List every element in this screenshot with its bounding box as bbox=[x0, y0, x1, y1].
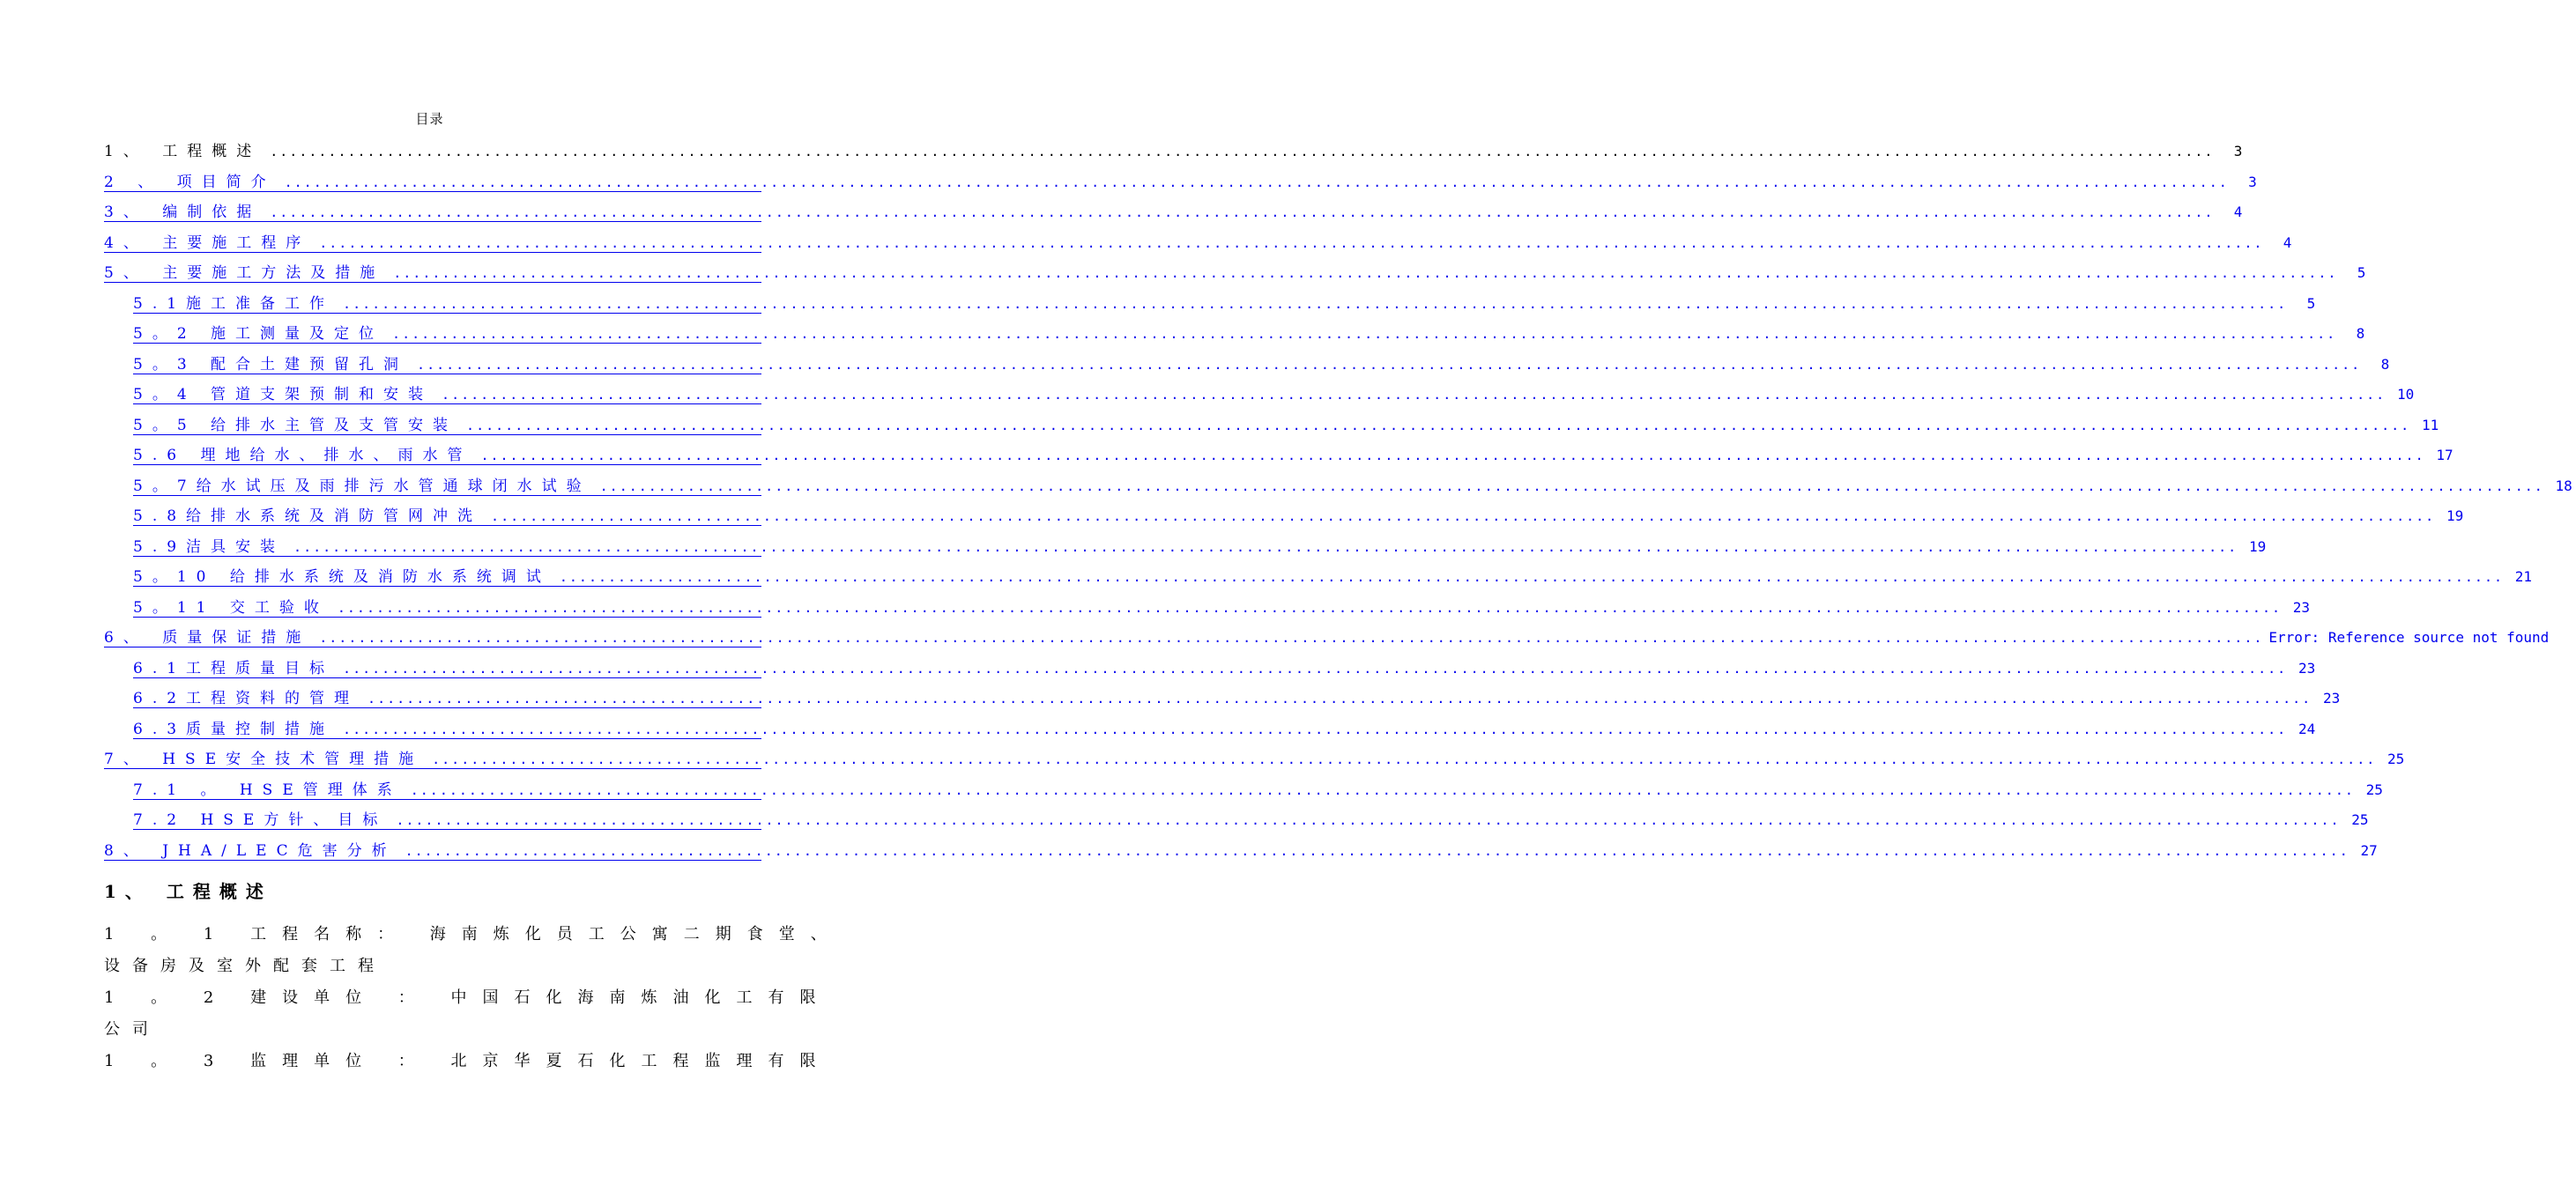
toc-entry-text: 3、 编制依据 bbox=[104, 204, 262, 221]
toc-entry[interactable] bbox=[104, 745, 2405, 769]
toc-entry-text: 4、 主要施工程序 bbox=[104, 233, 311, 252]
toc-entry[interactable] bbox=[133, 502, 2464, 526]
toc-entry[interactable] bbox=[133, 563, 2533, 587]
body-line: 公司 bbox=[104, 1020, 160, 1039]
toc-entry-page: 3 bbox=[2233, 143, 2243, 159]
toc-entry-page: 4 bbox=[2283, 233, 2292, 251]
body-line: 1 。 1 工程名称： 海南炼化员工公寓二期食堂、 bbox=[104, 925, 843, 944]
toc-title: 目录 bbox=[415, 111, 444, 127]
toc-leader-dots: ........................................................................................................................................................................................................ bbox=[491, 508, 2436, 524]
toc-leader-dots: ........................................................................................................................................................................................................ bbox=[284, 174, 2229, 190]
toc-entry[interactable] bbox=[133, 776, 2383, 800]
toc-entry-text: 5.1施工准备工作 bbox=[133, 294, 335, 313]
toc-entry-text: 2 、 项目简介 bbox=[104, 173, 276, 191]
toc-entry-text: 6、 质量保证措施 bbox=[104, 629, 311, 647]
toc-entry[interactable] bbox=[133, 715, 2316, 739]
toc-leader-dots: ........................................................................................................................................................................................................ bbox=[293, 538, 2238, 555]
toc-entry-text: 5、 主要施工方法及措施 bbox=[104, 264, 385, 282]
toc-leader-dots: ........................................................................................................................................................................................................ bbox=[270, 144, 2215, 159]
toc-entry-page: 24 bbox=[2298, 720, 2316, 737]
toc-entry-page: 17 bbox=[2436, 447, 2454, 463]
toc-entry-page: 23 bbox=[2298, 659, 2316, 677]
toc-entry-page: 8 bbox=[2356, 325, 2365, 342]
toc-entry-page: 19 bbox=[2248, 537, 2267, 555]
toc-leader-dots: ........................................................................................................................................................................................................ bbox=[559, 569, 2505, 585]
toc-entry-page: 23 bbox=[2322, 690, 2341, 707]
toc-entry-text: 8、 JHA/LEC危害分析 bbox=[104, 841, 397, 860]
toc-leader-dots: ........................................................................................................................................................................................................ bbox=[417, 356, 2362, 373]
toc-entry[interactable] bbox=[133, 441, 2454, 465]
toc-entry[interactable] bbox=[133, 684, 2341, 708]
toc-leader-dots: ........................................................................................................................................................................................................ bbox=[367, 691, 2312, 707]
toc-entry[interactable] bbox=[104, 198, 2243, 222]
toc-entry-text: 6.2工程资料的管理 bbox=[133, 690, 360, 707]
toc-leader-dots: ........................................................................................................................................................................................................ bbox=[337, 599, 2283, 616]
toc-entry-text: 7.1 。 HSE管理体系 bbox=[133, 781, 402, 799]
toc-leader-dots: ........................................................................................................................................................................................................ bbox=[396, 812, 2341, 828]
toc-entry[interactable] bbox=[133, 320, 2365, 344]
toc-entry-text: 5。3 配合土建预留孔洞 bbox=[133, 355, 409, 374]
body-line: 1 。 3 监理单位 ： 北京华夏石化工程监理有限 bbox=[104, 1052, 832, 1070]
toc-entry[interactable] bbox=[133, 472, 2572, 496]
toc-entry-text: 5.8给排水系统及消防管网冲洗 bbox=[133, 507, 483, 525]
toc-entry bbox=[104, 137, 2243, 160]
toc-entry-page: 21 bbox=[2514, 568, 2533, 585]
toc-entry-page: 5 bbox=[2357, 264, 2366, 281]
toc-entry-text: 5。2 施工测量及定位 bbox=[133, 325, 384, 343]
toc-leader-dots: ........................................................................................................................................................................................................ bbox=[442, 387, 2387, 403]
toc-entry[interactable] bbox=[133, 381, 2415, 404]
toc-entry[interactable] bbox=[104, 259, 2366, 283]
toc-leader-dots: ........................................................................................................................................................................................................ bbox=[392, 326, 2337, 342]
toc-leader-dots: ........................................................................................................................................................................................................ bbox=[343, 721, 2288, 737]
toc-leader-dots: ........................................................................................................................................................................................................ bbox=[480, 448, 2425, 463]
toc-entry[interactable] bbox=[133, 533, 2267, 557]
toc-entry-page: 25 bbox=[2351, 811, 2369, 828]
toc-entry-page: 3 bbox=[2248, 173, 2257, 190]
toc-entry-text: 6.3质量控制措施 bbox=[133, 720, 335, 738]
toc-entry-page: 25 bbox=[2387, 751, 2405, 767]
toc-entry-text: 7、 HSE安全技术管理措施 bbox=[104, 751, 424, 768]
toc-leader-dots: ........................................................................................................................................................................................................ bbox=[432, 751, 2377, 767]
toc-entry[interactable] bbox=[133, 594, 2311, 618]
toc-entry[interactable] bbox=[133, 411, 2439, 435]
toc-entry-page: 11 bbox=[2421, 416, 2439, 433]
toc-leader-dots: ........................................................................................................................................................................................................ bbox=[319, 630, 2264, 646]
toc-entry-page: 8 bbox=[2380, 355, 2390, 373]
toc-entry-page: 5 bbox=[2306, 294, 2316, 312]
toc-entry-text: 5。10 给排水系统及消防水系统调试 bbox=[133, 568, 551, 586]
toc-entry-page: 18 bbox=[2555, 477, 2572, 494]
toc-leader-dots: ........................................................................................................................................................................................................ bbox=[466, 417, 2411, 433]
toc-leader-dots: ........................................................................................................................................................................................................ bbox=[599, 477, 2544, 494]
toc-entry[interactable] bbox=[104, 168, 2257, 192]
toc-entry-text: 5。7给水试压及雨排污水管通球闭水试验 bbox=[133, 477, 591, 495]
toc-leader-dots: ........................................................................................................................................................................................................ bbox=[410, 781, 2355, 798]
toc-entry-text: 5。5 给排水主管及支管安装 bbox=[133, 416, 458, 434]
body-line: 设备房及室外配套工程 bbox=[104, 957, 386, 975]
toc-leader-dots: ........................................................................................................................................................................................................ bbox=[343, 295, 2288, 312]
toc-entry[interactable] bbox=[104, 837, 2378, 861]
toc-entry-page: 23 bbox=[2292, 598, 2311, 616]
toc-entry-page: Error: Reference source not found bbox=[2268, 629, 2550, 646]
toc-leader-dots: ........................................................................................................................................................................................................ bbox=[405, 842, 2350, 859]
toc-entry-page: 25 bbox=[2365, 781, 2383, 798]
toc-entry-page: 4 bbox=[2233, 204, 2243, 220]
toc-entry-text: 5。4 管道支架预制和安装 bbox=[133, 386, 434, 403]
toc-leader-dots: ........................................................................................................................................................................................................ bbox=[270, 204, 2215, 220]
toc-entry[interactable] bbox=[133, 655, 2316, 678]
toc-entry[interactable] bbox=[104, 229, 2292, 253]
toc-leader-dots: ........................................................................................................................................................................................................ bbox=[343, 660, 2288, 677]
toc-entry[interactable] bbox=[133, 351, 2390, 374]
toc-entry-text: 5。11 交工验收 bbox=[133, 598, 329, 617]
toc-leader-dots: ........................................................................................................................................................................................................ bbox=[319, 234, 2264, 251]
toc-entry-text: 6.1工程质量目标 bbox=[133, 659, 335, 677]
body-line: 1 。 2 建设单位 ： 中国石化海南炼油化工有限 bbox=[104, 988, 832, 1007]
toc-entry-text: 7.2 HSE方针、目标 bbox=[133, 811, 388, 829]
toc-entry-page: 10 bbox=[2396, 386, 2415, 403]
toc-entry-text: 1、 工程概述 bbox=[104, 143, 262, 160]
toc-entry[interactable] bbox=[133, 806, 2369, 830]
toc-entry[interactable] bbox=[133, 290, 2316, 314]
toc-entry-text: 5.9洁具安装 bbox=[133, 537, 286, 556]
toc-entry-text: 5.6 埋地给水、排水、雨水管 bbox=[133, 447, 472, 464]
toc-entry-page: 27 bbox=[2360, 841, 2378, 859]
toc-entry[interactable] bbox=[104, 624, 2550, 648]
toc-leader-dots: ........................................................................................................................................................................................................ bbox=[393, 265, 2338, 281]
section-heading: 1、 工程概述 bbox=[104, 881, 272, 902]
toc-entry-page: 19 bbox=[2446, 507, 2464, 524]
